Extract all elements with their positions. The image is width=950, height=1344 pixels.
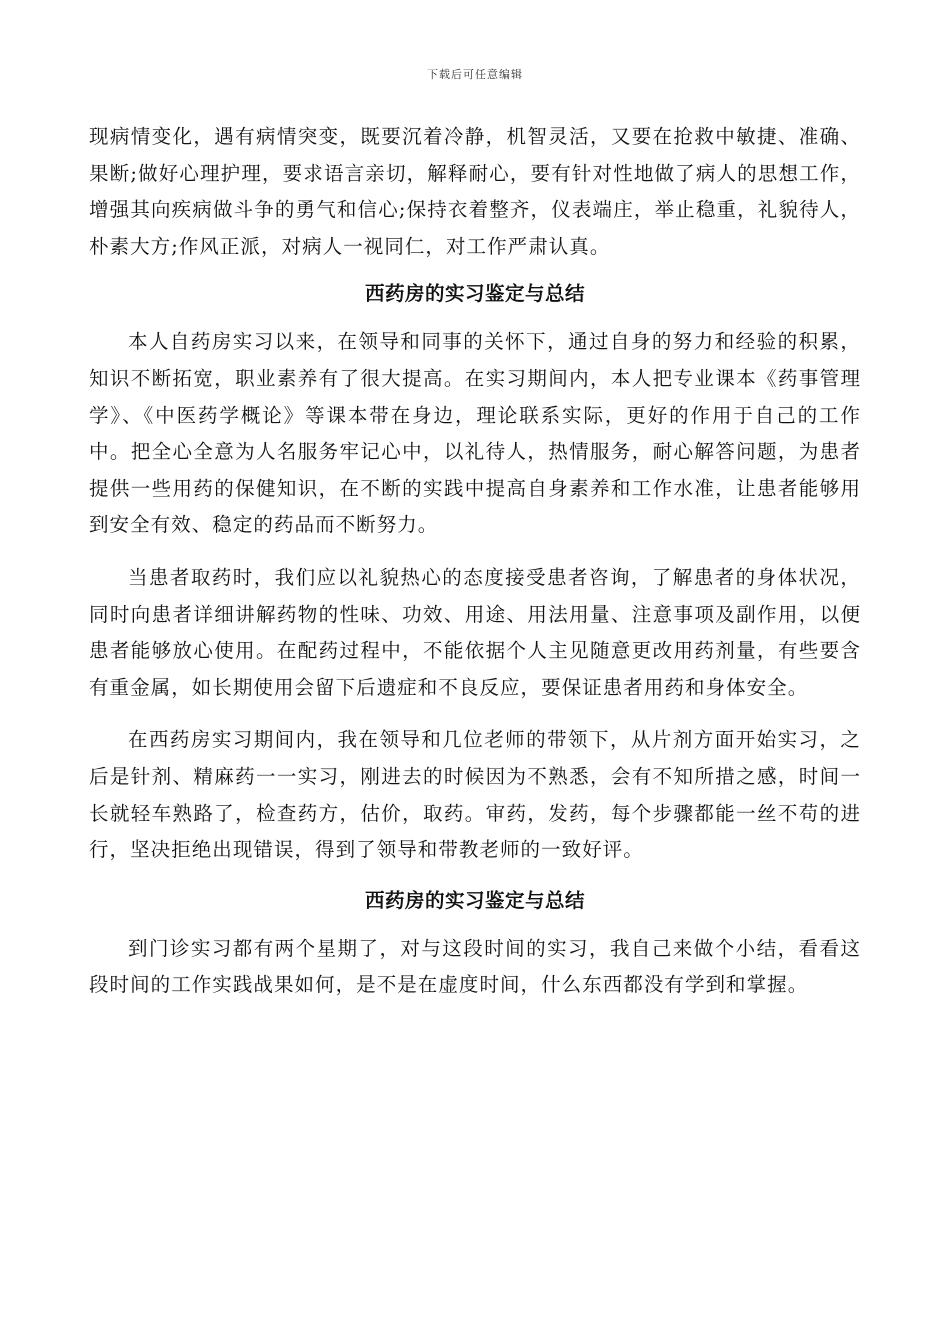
section-heading-2: 西药房的实习鉴定与总结 [364,888,585,912]
section-heading-1: 西药房的实习鉴定与总结 [364,282,585,306]
paragraph-3: 在西药房实习期间内，我在领导和几位老师的带领下，从片剂方面开始实习，之后是针剂、精麻药一一实习，刚进去的时候因为不熟悉，会有不知所措之感，时间一长就轻车熟路了，检查药方，估价，取药。审药，发药，每个步骤都能一丝不苟的进行，坚决拒绝出现错误，得到了领导和带教老师的一致好评。 [89,728,861,862]
document-body [89,119,861,1004]
paragraph-4: 到门诊实习都有两个星期了，对与这段时间的实习，我自己来做个小结，看看这段时间的工作实践战果如何，是不是在虚度时间，什么东西都没有学到和掌握。 [89,936,861,997]
paragraph-continued: 现病情变化，遇有病情突变，既要沉着冷静，机智灵活，又要在抢救中敏捷、准确、果断;做好心理护理，要求语言亲切，解释耐心，要有针对性地做了病人的思想工作，增强其向疾病做斗争的勇气和信心;保持衣着整齐，仪表端庄，举止稳重，礼貌待人，朴素大方;作风正派，对病人一视同仁，对工作严肃认真。 [89,125,861,258]
page-header-note: 下载后可任意编辑 [427,68,523,81]
paragraph-2: 当患者取药时，我们应以礼貌热心的态度接受患者咨询，了解患者的身体状况，同时向患者详细讲解药物的性味、功效、用途、用法用量、注意事项及副作用，以便患者能够放心使用。在配药过程中，不能依据个人主见随意更改用药剂量，有些要含有重金属，如长期使用会留下后遗症和不良反应，要保证患者用药和身体安全。 [89,565,861,699]
paragraph-1: 本人自药房实习以来，在领导和同事的关怀下，通过自身的努力和经验的积累，知识不断拓宽，职业素养有了很大提高。在实习期间内，本人把专业课本《药事管理学》、《中医药学概论》等课本带在身边，理论联系实际，更好的作用于自己的工作中。把全心全意为人名服务牢记心中，以礼待人，热情服务，耐心解答问题，为患者提供一些用药的保健知识，在不断的实践中提高自身素养和工作水准，让患者能够用到安全有效、稳定的药品而不断努力。 [89,330,861,537]
